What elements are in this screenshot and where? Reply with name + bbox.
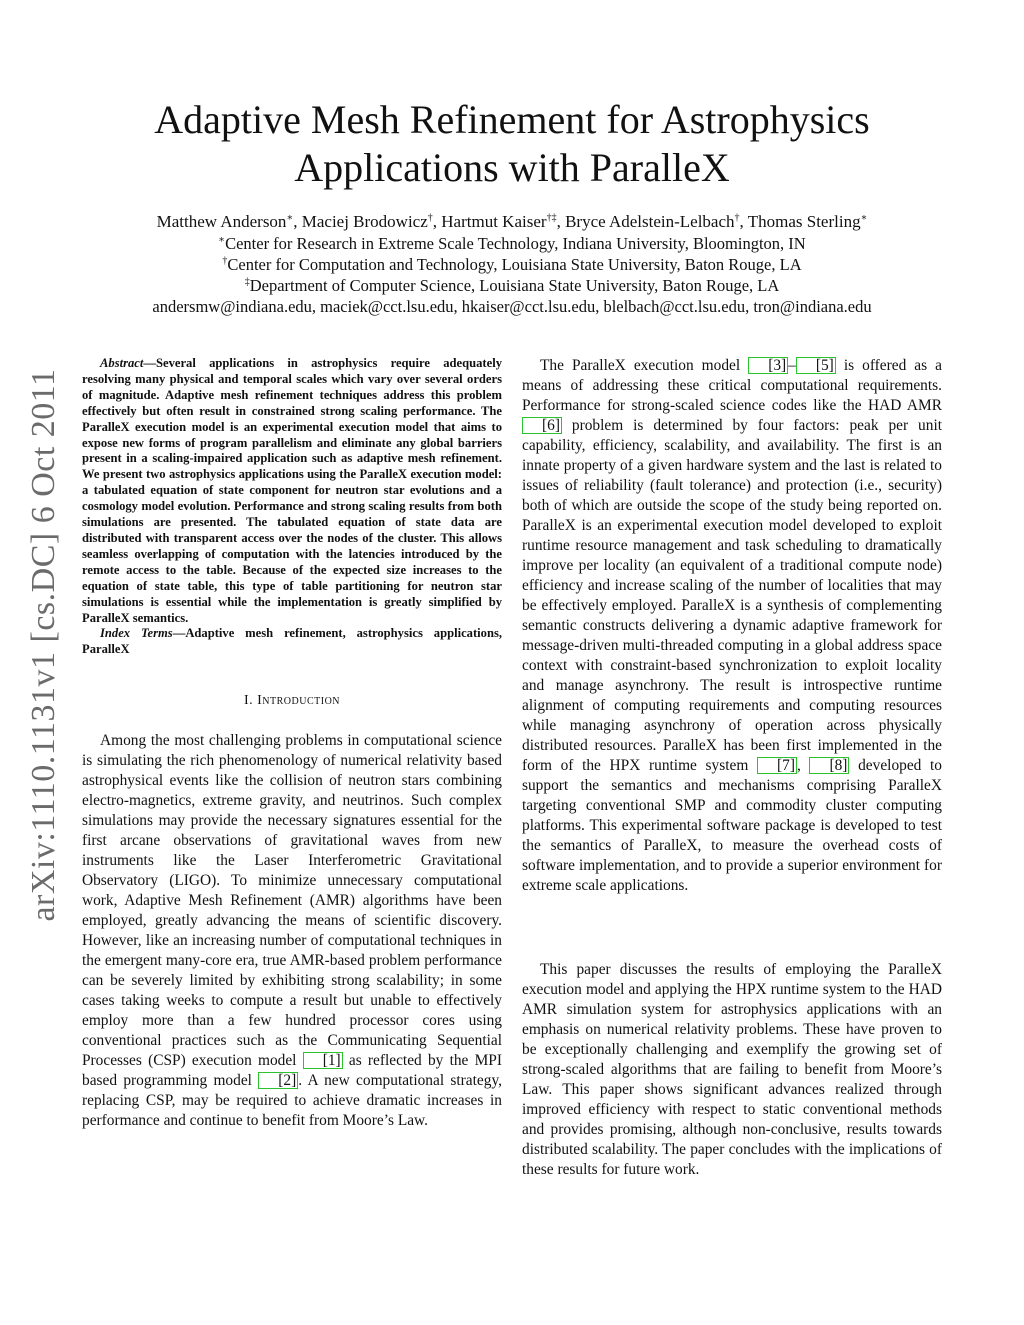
index-terms-dash: — — [172, 626, 186, 641]
arxiv-identifier: arXiv:1110.1131v1 [cs.DC] 6 Oct 2011 — [25, 368, 62, 922]
text-run: . A new computational strategy, replacing CSP, may be required to achieve dramatic increases in performance and continue to benefit from Moore’s Law. — [82, 1072, 502, 1130]
abstract — [82, 356, 502, 626]
affiliation-mark: ∗ — [218, 234, 226, 246]
section-heading-introduction — [82, 691, 502, 711]
abstract-label: Abstract — [100, 356, 144, 370]
author-block — [60, 211, 964, 317]
affiliation-mark: † — [427, 212, 433, 224]
abstract-dash: — — [143, 356, 156, 370]
author-name: Bryce Adelstein-Lelbach — [565, 212, 735, 231]
intro-paragraph — [82, 731, 502, 1131]
affiliation-mark: †‡ — [546, 212, 557, 224]
affiliation-text: Center for Research in Extreme Scale Technology, Indiana University, Bloomington, IN — [225, 234, 806, 253]
author-names: Matthew Anderson∗, Maciej Brodowicz†, Hartmut Kaiser†‡, Bryce Adelstein-Lelbach†, Thomas Sterling∗ — [156, 212, 868, 231]
citation-link-8[interactable]: [8] — [809, 757, 849, 774]
parallex-paragraph — [522, 356, 942, 896]
text-run: developed to support the semantics and mechanisms comprising ParalleX targeting conventional SMP and commodity cluster computing platforms. This experimental software package is developed to test the semantics of ParalleX, to measure the overhead costs of software implementation, and to provide a superior environment for extreme scale applications. — [522, 757, 942, 894]
author-name: Matthew Anderson — [156, 212, 287, 231]
citation-link-5[interactable]: [5] — [796, 357, 836, 374]
affiliation-mark: † — [734, 212, 740, 224]
index-terms-label: Index Terms — [100, 626, 173, 641]
index-terms — [82, 626, 502, 658]
right-column — [522, 356, 942, 1180]
text-run: The ParalleX execution model — [540, 357, 749, 374]
paper-overview-paragraph: This paper discusses the results of employing the ParalleX execution model and applying the HPX runtime system to the HAD AMR simulation system for astrophysics applications with an emphasis on numerical relativity problems. These have proven to be exceptionally challenging and exemplify the growing set of strong-scaled algorithms that are failing to benefit from Moore’s Law. This paper shows significant advances realized through improved efficiency with respect to static conventional methods and provides promising, although non-conclusive, results towards distributed scalability. The paper concludes with the implications of these results for future work. — [522, 961, 942, 1178]
text-run: Among the most challenging problems in computational science is simulating the rich phenomenology of numerical relativity based astrophysical events like the collision of neutron stars combining electro-magnetics, extreme gravity, and neutrinos. Such complex simulations may provide the necessary signatures essential for the first arcane observations of gravitational waves from new instruments like the Laser Interferometric Gravitational Observatory (LIGO). To minimize unnecessary computational work, Adaptive Mesh Refinement (AMR) algorithms have been employed, greatly advancing the means of scientific discovery. However, like an increasing number of computational techniques in the emergent many-core era, true AMR-based problem performance can be severely limited by exhibiting strong scalability; in some cases taking weeks to compute a result but unable to effectively employ more than a few hundred processor cores using conventional practices such as the Communicating Sequential Processes (CSP) execution model — [82, 732, 502, 1070]
affiliation-mark: † — [222, 255, 228, 267]
citation-link-1[interactable]: [1] — [303, 1052, 343, 1069]
affiliation-text: Department of Computer Science, Louisiana State University, Baton Rouge, LA — [249, 276, 780, 295]
text-run: problem is determined by four factors: peak per unit capability, efficiency, scalability, and availability. The first is an innate property of a given hardware system and the last is related to issues of reliability (fault tolerance) and protection (i.e., security) both of which are outside the scope of the study being reported on. ParalleX is an experimental execution model developed to exploit runtime resource management and task scheduling to dramatically improve per locality (an equivalent of a traditional compute node) efficiency and increase scaling of the number of localities that may be effectively employed. ParalleX is a synthesis of complementing semantic constructs delivering a dynamic adaptive framework for message-driven multi-threaded computing in a global address space context with constraint-based synchronization to exploit locality and manage asynchrony. The result is introspective runtime alignment of computing requirements and computing resources while managing asynchrony of operation across physically distributed resources. ParalleX has been first implemented in the form of the HPX runtime system — [522, 417, 942, 774]
text-run: , — [796, 757, 810, 774]
paper-title — [90, 96, 934, 192]
text-run: as reflected by the MPI based programming model — [82, 1052, 502, 1090]
title-line-2: Applications with ParalleX — [294, 145, 730, 190]
author-emails: andersmw@indiana.edu, maciek@cct.lsu.edu, hkaiser@cct.lsu.edu, blelbach@cct.lsu.edu, tron@indiana.edu — [152, 297, 872, 316]
author-name: Thomas Sterling — [747, 212, 861, 231]
index-terms-text: Adaptive mesh refinement, astrophysics applications, ParalleX — [82, 626, 503, 657]
affiliation — [60, 275, 964, 296]
title-line-1: Adaptive Mesh Refinement for Astrophysics — [154, 97, 870, 142]
citation-link-3[interactable]: [3] — [748, 357, 788, 374]
citation-link-2[interactable]: [2] — [258, 1072, 298, 1089]
text-run: – — [788, 357, 796, 374]
affiliation — [60, 254, 964, 275]
affiliation-text: Center for Computation and Technology, Louisiana State University, Baton Rouge, LA — [227, 255, 802, 274]
author-name: Hartmut Kaiser — [441, 212, 547, 231]
author-name: Maciej Brodowicz — [301, 212, 428, 231]
left-column — [82, 356, 502, 1131]
affiliation-mark: ∗ — [860, 212, 868, 224]
citation-link-7[interactable]: [7] — [757, 757, 797, 774]
text-run: is offered as a means of addressing these critical computational requirements. Performance for strong-scaled science codes like the HAD AMR — [522, 357, 942, 414]
section-numeral: I. — [243, 693, 254, 709]
affiliation — [60, 233, 964, 254]
affiliation-mark: ∗ — [286, 212, 294, 224]
section-title: Introduction — [257, 693, 341, 709]
citation-link-6[interactable]: [6] — [522, 417, 562, 434]
affiliation-mark: ‡ — [244, 276, 250, 288]
abstract-text: Several applications in astrophysics require adequately resolving many physical and temporal scales which vary over several orders of magnitude. Adaptive mesh refinement techniques address this problem effectively but often result in constrained strong scaling performance. The ParalleX execution model is an experimental execution model that aims to expose new forms of program parallelism and eliminate any global barriers present in a scaling-impaired application such as adaptive mesh refinement. We present two astrophysics applications using the ParalleX execution model: a tabulated equation of state component for neutron star evolutions and a cosmology model evolution. Performance and strong scaling results from both simulations are presented. The tabulated equation of state data are distributed with transparent access over the nodes of the cluster. This allows seamless overlapping of computation with the latencies introduced by the remote access to the table. Because of the expected size increases to the equation of state table, this type of table partitioning for neutron star simulations is essential while the implementation is greatly simplified by ParalleX semantics. — [82, 356, 502, 625]
